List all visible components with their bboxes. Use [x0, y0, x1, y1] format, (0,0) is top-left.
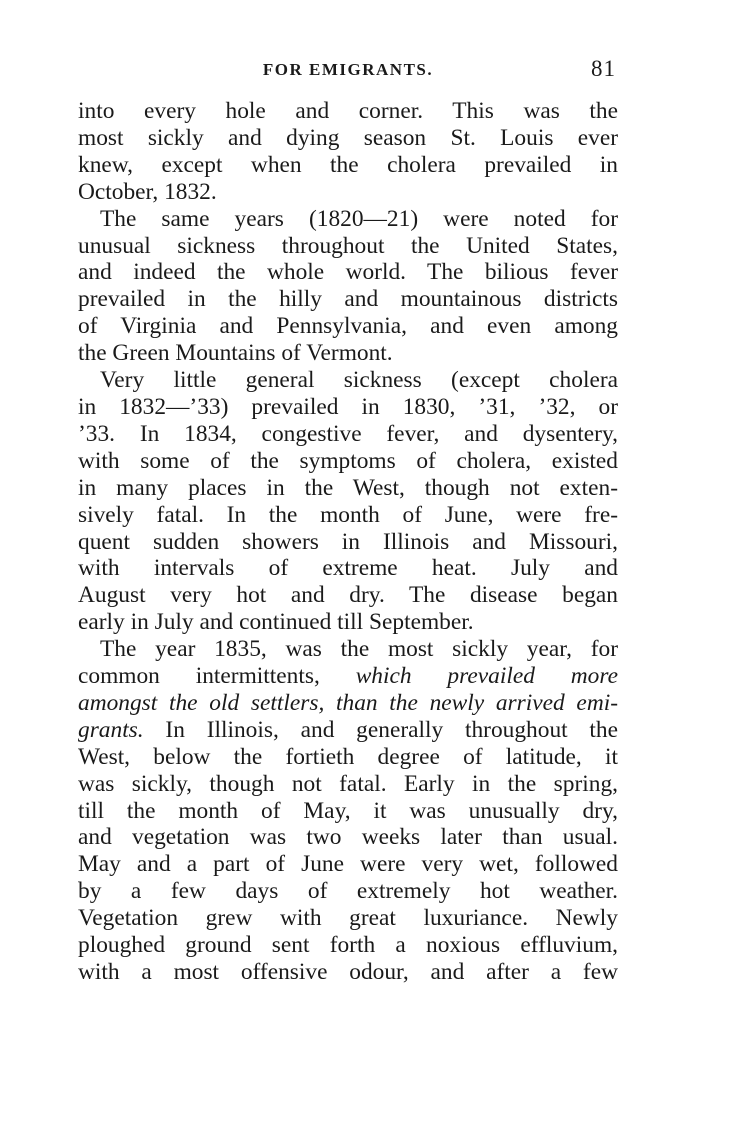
text-line — [78, 663, 618, 690]
text-line — [78, 932, 618, 959]
text-line — [78, 206, 618, 233]
running-title: FOR EMIGRANTS. — [262, 60, 434, 79]
text-run: The same years (1820—21) were noted for — [100, 205, 618, 232]
text-run: with intervals of extreme heat. July and — [78, 555, 618, 582]
paragraph-2 — [78, 206, 618, 367]
italic-run: grants. — [78, 716, 144, 743]
text-run: and indeed the whole world. The bilious fever — [78, 259, 618, 286]
text-run: till the month of May, it was unusually dry, — [78, 797, 618, 824]
paragraph-4 — [78, 636, 618, 986]
text-line — [78, 340, 618, 367]
text-line — [78, 824, 618, 851]
text-run: Very little general sickness (except cholera — [100, 367, 618, 394]
text-run: in 1832—’33) prevailed in 1830, ’31, ’32, or — [78, 393, 618, 420]
text-line — [78, 529, 618, 556]
paragraph-1 — [78, 98, 618, 206]
text-line — [78, 259, 618, 286]
italic-run: amongst the old settlers, than the newly arrived emi- — [78, 689, 618, 716]
text-line — [78, 905, 618, 932]
text-line — [78, 421, 618, 448]
text-run: most sickly and dying season St. Louis ever — [78, 124, 618, 151]
text-run: May and a part of June were very wet, followed — [78, 851, 618, 878]
text-run: The year 1835, was the most sickly year, for — [100, 636, 618, 663]
text-line — [78, 555, 618, 582]
text-run: West, below the fortieth degree of latitude, it — [78, 743, 618, 770]
text-run: of Virginia and Pennsylvania, and even among — [78, 313, 618, 340]
text-run: unusual sickness throughout the United States, — [78, 232, 618, 259]
text-run: quent sudden showers in Illinois and Missouri, — [78, 528, 618, 555]
text-run: In Illinois, and generally throughout the — [143, 716, 618, 743]
text-run: ’33. In 1834, congestive fever, and dysentery, — [78, 420, 618, 447]
text-line — [78, 233, 618, 260]
text-line — [78, 286, 618, 313]
text-run: by a few days of extremely hot weather. — [78, 878, 618, 905]
text-run: in many places in the West, though not exten- — [78, 474, 618, 501]
text-line — [78, 717, 618, 744]
text-line — [78, 313, 618, 340]
text-run: October, 1832. — [78, 178, 217, 205]
text-line — [78, 798, 618, 825]
text-line — [78, 448, 618, 475]
text-line — [78, 582, 618, 609]
text-line — [78, 125, 618, 152]
text-run: sively fatal. In the month of June, were fre- — [78, 501, 618, 528]
text-run: was sickly, though not fatal. Early in the spring, — [78, 770, 618, 797]
italic-run: which prevailed more — [355, 663, 618, 690]
text-line — [78, 502, 618, 529]
text-line — [78, 609, 618, 636]
text-line — [78, 959, 618, 986]
text-run: knew, except when the cholera prevailed in — [78, 151, 618, 178]
text-line — [78, 475, 618, 502]
text-line — [78, 394, 618, 421]
text-run: with some of the symptoms of cholera, existed — [78, 447, 618, 474]
text-run: early in July and continued till September. — [78, 609, 474, 636]
text-line — [78, 179, 618, 206]
paragraph-3 — [78, 367, 618, 636]
text-line — [78, 690, 618, 717]
text-line — [78, 152, 618, 179]
text-run: into every hole and corner. This was the — [78, 98, 618, 124]
text-line — [78, 878, 618, 905]
text-run: common intermittents, — [78, 663, 356, 690]
text-line — [78, 771, 618, 798]
text-run: August very hot and dry. The disease began — [78, 582, 618, 609]
text-run: with a most offensive odour, and after a few — [78, 959, 618, 985]
text-line — [78, 367, 618, 394]
text-run: prevailed in the hilly and mountainous districts — [78, 286, 618, 313]
text-line — [78, 636, 618, 663]
body-text — [78, 98, 618, 986]
book-page — [78, 56, 618, 986]
text-line — [78, 744, 618, 771]
running-head — [78, 56, 618, 88]
text-line — [78, 851, 618, 878]
page-number: 81 — [591, 56, 616, 81]
text-line — [78, 98, 618, 125]
text-run: the Green Mountains of Vermont. — [78, 340, 393, 367]
text-run: Vegetation grew with great luxuriance. Newly — [78, 905, 618, 932]
text-run: ploughed ground sent forth a noxious effluvium, — [78, 932, 618, 959]
text-run: and vegetation was two weeks later than usual. — [78, 824, 618, 851]
